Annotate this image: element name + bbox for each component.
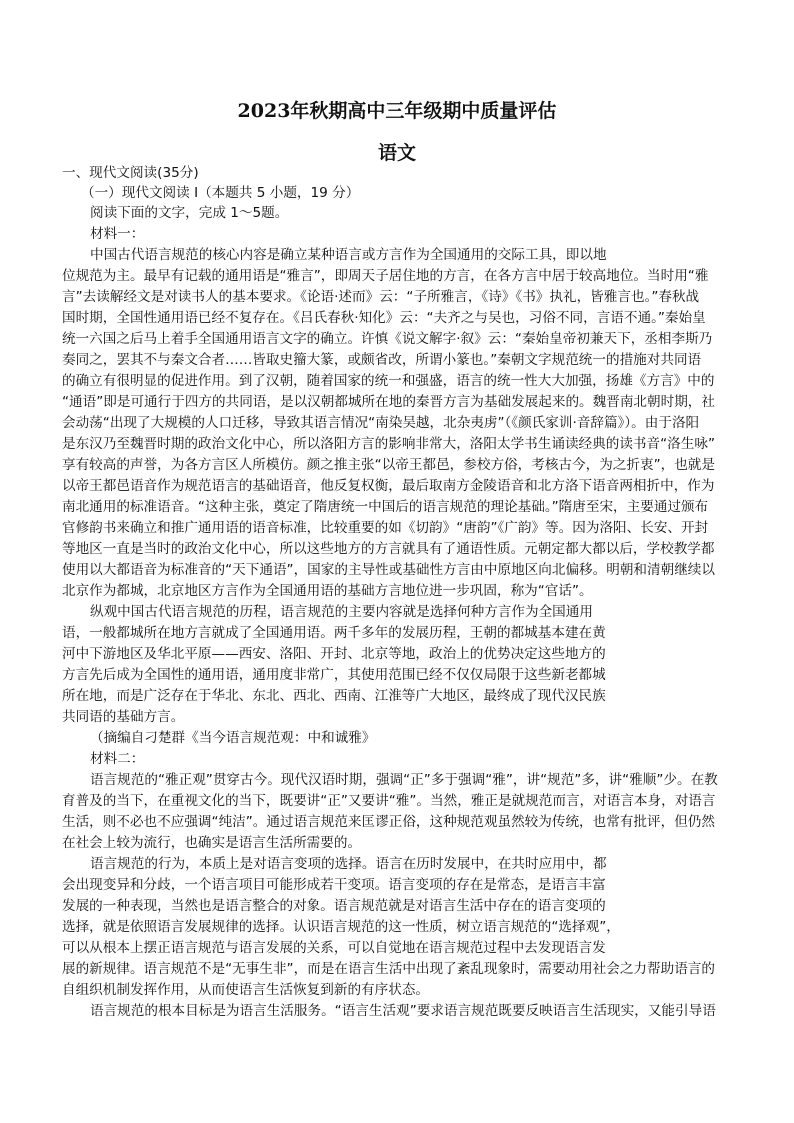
- text-line: 等地区一直是当时的政治文化中心，所以这些地方的方言就具有了通语性质。元朝定都大都以后，学校教学都: [62, 541, 715, 557]
- text-line: 阅读下面的文字，完成 1～5题。: [90, 205, 289, 221]
- text-line: 官修韵书来确立和推广通用语的语音标准，比较重要的如《切韵》“唐韵”《广韵》等。因为洛阳、长安、开封: [62, 520, 709, 536]
- text-line: 会出现变异和分歧，一个语言项目可能形成若干变项。语言变项的存在是常态，是语言丰富: [62, 877, 606, 893]
- text-line: 选择，就是依照语言发展规律的选择。认识语言规范的这一性质，树立语言规范的“选择观”，: [62, 919, 620, 935]
- text-line: 发展的一种表现，当然也是语言整合的对象。语言规范就是对语言生活中存在的语言变项的: [62, 898, 606, 914]
- text-line: 共同语的基础方言。: [62, 709, 185, 725]
- subject-title: 语文: [377, 142, 416, 164]
- text-line: 南北通用的标准语音。“这种主张，奠定了隋唐统一中国后的语言规范的理论基础。”隋唐至宋，主要通过颁布: [62, 499, 709, 515]
- text-line: 在社会上较为流行，也确实是语言生活所需要的。: [62, 835, 362, 851]
- text-line: 统一六国之后马上着手全国通用语言文字的确立。许慎《说文解字·叙》云：“秦始皇帝初兼天下，丞相李斯乃: [62, 331, 713, 347]
- text-line: 语言规范的“雅正观”贯穿古今。现代汉语时期，强调“正”多于强调“雅”，讲“规范”多，讲“雅顺”少。在教: [90, 772, 718, 788]
- text-line: 展的新规律。语言规范不是“无事生非”，而是在语言生活中出现了紊乱现象时，需要动用社会之力帮助语言的: [62, 961, 715, 977]
- text-line: （摘编自刁楚群《当今语言规范观：中和诚雅》: [90, 730, 376, 746]
- text-line: 方言先后成为全国性的通用语，通用度非常广，其使用范围已经不仅仅局限于这些新老都城: [62, 667, 606, 683]
- text-line: 是东汉乃至魏晋时期的政治文化中心，所以洛阳方言的影响非常大，洛阳太学书生诵读经典的读书音“洛生咏”: [62, 436, 715, 452]
- text-line: 北京作为都城，北京地区方言作为全国通用语的基础方言地位进一步巩固，称为“官话”。: [62, 583, 593, 599]
- text-line: 可以从根本上摆正语言规范与语言发展的关系，可以自觉地在语言规范过程中去发现语言发: [62, 940, 606, 956]
- text-line: 一、现代文阅读(35分): [62, 165, 199, 181]
- text-line: 纵观中国古代语言规范的历程，语言规范的主要内容就是选择何种方言作为全国通用: [90, 604, 593, 620]
- text-line: 以帝王都邑语音作为规范语言的基础语音，他反复权衡，最后取南方金陵语音和北方洛下语音两相折中，作为: [62, 478, 715, 494]
- text-line: 会动荡“出现了大规模的人口迁移，导致其语言情况“南染吴越，北杂夷虏”（《颜氏家训·音辞篇》）。由于洛阳: [62, 415, 700, 431]
- text-line: 位规范为主。最早有记载的通用语是“雅言”，即周天子居住地的方言，在各方言中居于较高地位。当时用“雅: [62, 268, 709, 284]
- text-line: 语言规范的根本目标是为语言生活服务。“语言生活观”要求语言规范既要反映语言生活现实，又能引导语: [90, 1003, 716, 1019]
- text-line: 所在地，而是广泛存在于华北、东北、西北、西南、江淮等广大地区，最终成了现代汉民族: [62, 688, 606, 704]
- text-line: 言”去读解经文是对读书人的基本要求。《论语·述而》云：“子所雅言，《诗》《书》执礼，皆雅言也。”春秋战: [62, 289, 700, 305]
- text-line: 享有较高的声誉，为各方言区人所模仿。颜之推主张“以帝王都邑，参校方俗，考核古今，为之折衷”，也就是: [62, 457, 715, 473]
- text-line: 材料一：: [90, 226, 145, 242]
- text-line: 使用以大都语音为标准音的“天下通语”，国家的主导性或基础性方言由中原地区向北偏移。明朝和清朝继续以: [62, 562, 715, 578]
- text-line: “通语”即是可通行于四方的共同语，是以汉朝都城所在地的秦晋方言为基础发展起来的。魏晋南北朝时期，社: [62, 394, 715, 410]
- text-line: 材料二：: [90, 751, 145, 767]
- text-line: （一）现代文阅读 I（本题共 5 小题，19 分）: [81, 185, 360, 201]
- text-line: 河中下游地区及华北平原——西安、洛阳、开封、北京等地，政治上的优势决定这些地方的: [62, 646, 606, 662]
- exam-title: 2023年秋期高中三年级期中质量评估: [237, 100, 557, 122]
- text-line: 国时期，全国性通用语已经不复存在。《吕氏春秋·知化》云：“夫齐之与吴也，习俗不同，言语不通。”秦始皇: [62, 310, 706, 326]
- text-line: 生活，则不必也不应强调“纯洁”。通过语言规范来匡谬正俗，这种规范观虽然较为传统，也常有批评，但仍然: [62, 814, 715, 830]
- text-line: 自组织机制发挥作用，从而使语言生活恢复到新的有序状态。: [62, 982, 430, 998]
- text-line: 中国古代语言规范的核心内容是确立某种语言或方言作为全国通用的交际工具，即以地: [90, 247, 607, 263]
- text-line: 的确立有很明显的促进作用。到了汉朝，随着国家的统一和强盛，语言的统一性大大加强，扬雄《方言》中的: [62, 373, 715, 389]
- text-line: 语，一般都城所在地方言就成了全国通用语。两千多年的发展历程，王朝的都城基本建在黄: [62, 625, 606, 641]
- text-line: 奏同之，罢其不与秦文合者……皆取史籀大篆，或颇省改，所谓小篆也。”秦朝文字规范统一的措施对共同语: [62, 352, 702, 368]
- text-line: 育普及的当下，在重视文化的当下，既要讲“正”又要讲“雅”。当然，雅正是就规范而言，对语言本身，对语言: [62, 793, 716, 809]
- text-line: 语言规范的行为，本质上是对语言变项的选择。语言在历时发展中，在共时应用中，都: [90, 856, 607, 872]
